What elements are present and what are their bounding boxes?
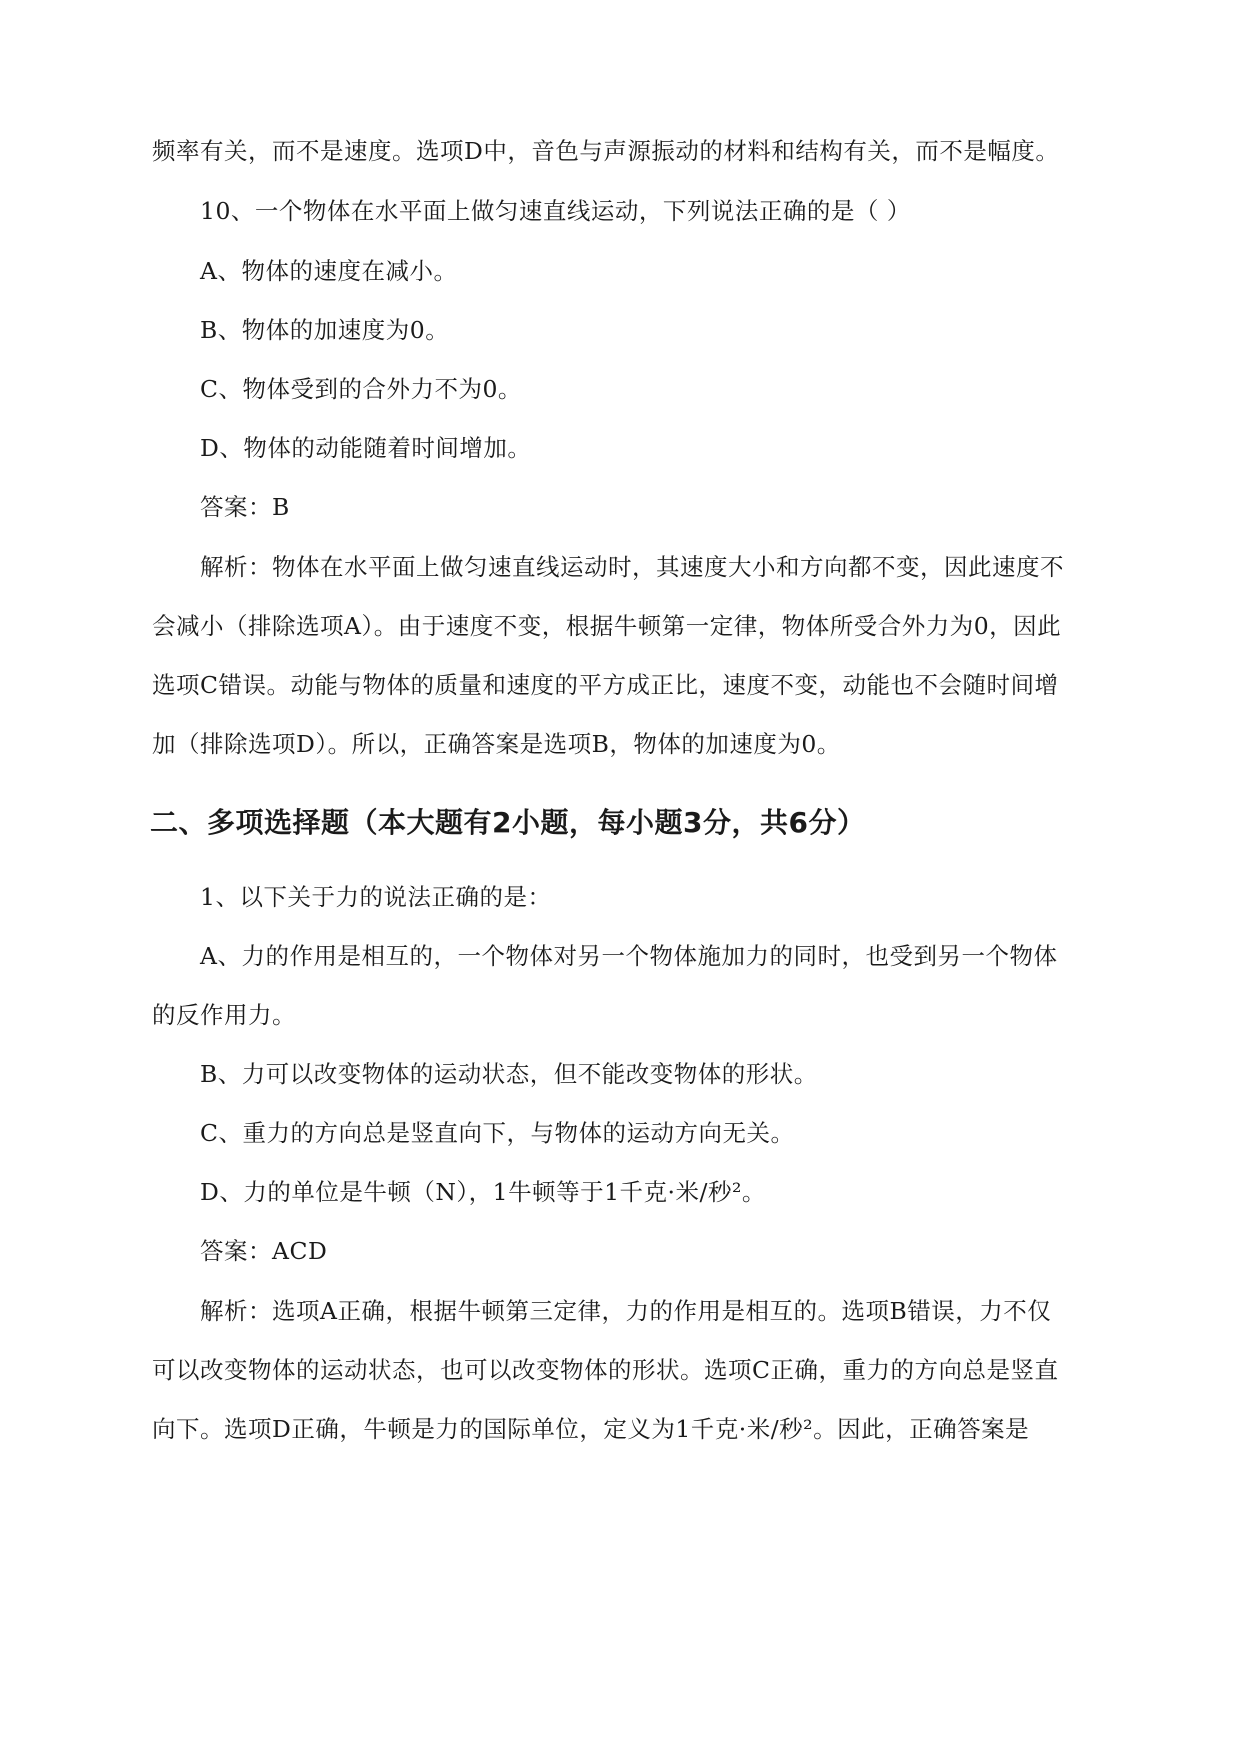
section-2-question-1-option-a-continued: 的反作用力。 xyxy=(152,1001,296,1029)
question-10-option-b: B、物体的加速度为0。 xyxy=(200,316,450,344)
question-10-option-a: A、物体的速度在减小。 xyxy=(200,257,458,285)
question-10-explanation-line: 加（排除选项D）。所以，正确答案是选项B，物体的加速度为0。 xyxy=(152,730,841,758)
section-2-question-1-option-c: C、重力的方向总是竖直向下，与物体的运动方向无关。 xyxy=(200,1119,795,1147)
question-10-answer: 答案：B xyxy=(200,493,290,521)
section-2-question-1-option-d: D、力的单位是牛顿（N），1牛顿等于1千克·米/秒²。 xyxy=(200,1178,766,1206)
question-10-explanation-line: 选项C错误。动能与物体的质量和速度的平方成正比，速度不变，动能也不会随时间增 xyxy=(152,671,1059,699)
question-10-option-c: C、物体受到的合外力不为0。 xyxy=(200,375,522,403)
question-10-explanation-line: 解析：物体在水平面上做匀速直线运动时，其速度大小和方向都不变，因此速度不 xyxy=(200,553,1064,581)
previous-explanation-end: 频率有关，而不是速度。选项D中，音色与声源振动的材料和结构有关，而不是幅度。 xyxy=(152,137,1060,165)
section-2-question-1-option-a: A、力的作用是相互的，一个物体对另一个物体施加力的同时，也受到另一个物体 xyxy=(200,942,1058,970)
section-2-question-1-stem: 1、以下关于力的说法正确的是： xyxy=(200,883,552,911)
section-2-question-1-answer: 答案：ACD xyxy=(200,1237,328,1265)
question-10-stem: 10、一个物体在水平面上做匀速直线运动，下列说法正确的是（ ） xyxy=(200,197,911,225)
question-10-explanation-line: 会减小（排除选项A）。由于速度不变，根据牛顿第一定律，物体所受合外力为0，因此 xyxy=(152,612,1062,640)
section-2-question-1-explanation-line: 向下。选项D正确，牛顿是力的国际单位，定义为1千克·米/秒²。因此，正确答案是 xyxy=(152,1415,1030,1443)
section-2-question-1-explanation-line: 解析：选项A正确，根据牛顿第三定律，力的作用是相互的。选项B错误，力不仅 xyxy=(200,1297,1052,1325)
section-2-question-1-explanation-line: 可以改变物体的运动状态，也可以改变物体的形状。选项C正确，重力的方向总是竖直 xyxy=(152,1356,1059,1384)
section-2-question-1-option-b: B、力可以改变物体的运动状态，但不能改变物体的形状。 xyxy=(200,1060,818,1088)
section-2-heading: 二、多项选择题（本大题有2小题，每小题3分，共6分） xyxy=(150,806,866,839)
question-10-option-d: D、物体的动能随着时间增加。 xyxy=(200,434,532,462)
